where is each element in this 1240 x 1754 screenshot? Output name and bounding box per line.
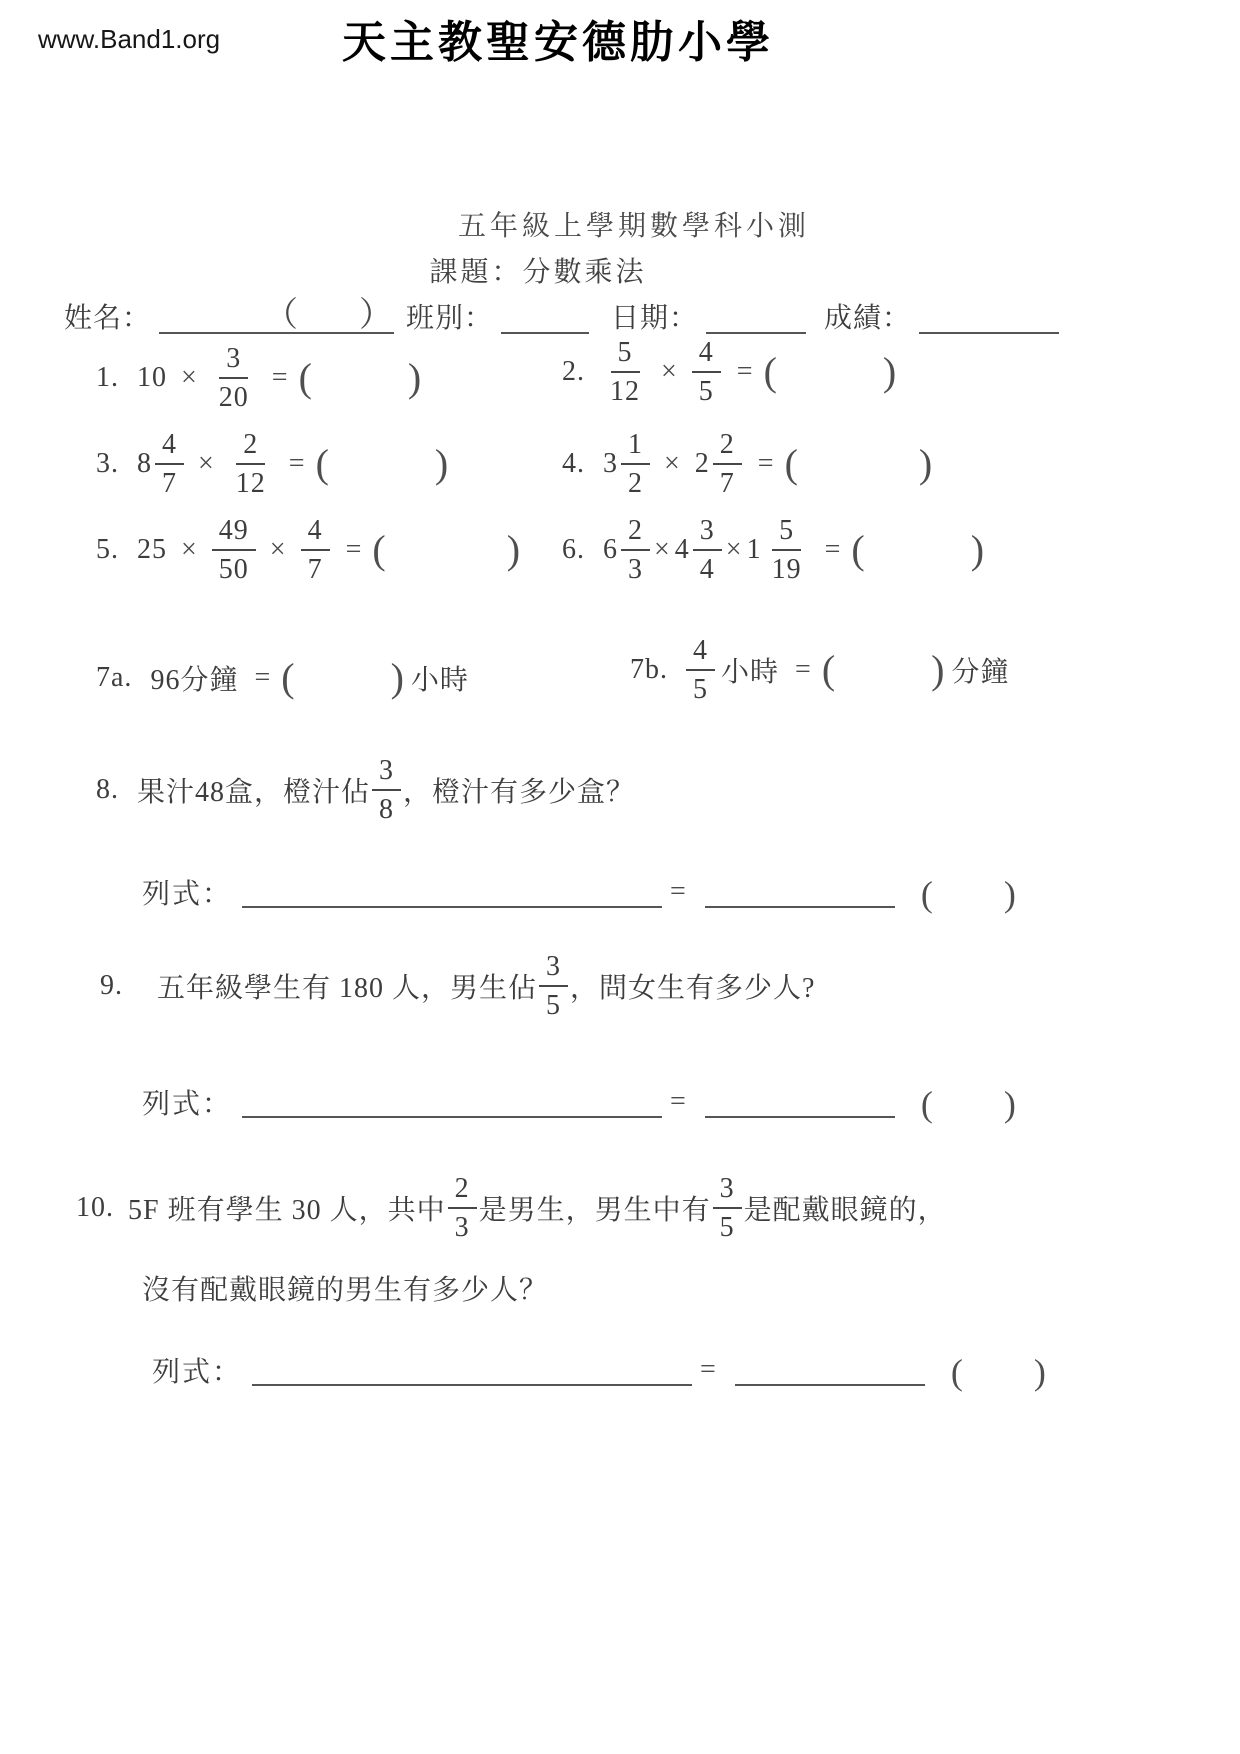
q8-expression-blank xyxy=(242,904,662,908)
q6-mixed-number-2 xyxy=(675,516,722,585)
q1-fraction xyxy=(212,344,256,413)
equals-sign: = xyxy=(700,1354,717,1385)
q8-fraction xyxy=(372,756,401,825)
name-label: 姓名： xyxy=(64,303,152,334)
answer-paren-open: ( xyxy=(372,527,387,573)
q3-mixed-number xyxy=(137,430,184,499)
answer-paren-close: ) xyxy=(931,647,946,693)
answer-paren-open: ( xyxy=(763,349,778,395)
q8-fraction-numerator: 3 xyxy=(372,756,401,791)
q10-text-pre: 5F 班有學生 30 人，共中 xyxy=(128,1195,446,1227)
q10-expression-blank xyxy=(252,1382,692,1386)
q5-fraction-2-numerator: 4 xyxy=(301,516,330,551)
equals-sign: = xyxy=(757,448,775,480)
question-9 xyxy=(100,952,815,1021)
q9-expression-blank xyxy=(242,1114,662,1118)
class-number-paren-open: （ xyxy=(264,297,300,335)
date-label: 日期： xyxy=(611,303,699,334)
question-2-number: 2. xyxy=(562,356,585,388)
q3-fraction-2 xyxy=(229,430,273,499)
question-10-number: 10. xyxy=(76,1192,114,1224)
q9-fraction-denominator: 5 xyxy=(546,990,562,1022)
q6-fraction-1-denominator: 3 xyxy=(628,554,643,586)
multiply-icon: × xyxy=(269,534,287,566)
question-6 xyxy=(562,516,985,585)
student-info-line xyxy=(64,296,1059,336)
q7b-mid-unit: 小時 xyxy=(721,657,780,689)
q4-fraction-2 xyxy=(713,430,742,499)
q6-fraction-2-denominator: 4 xyxy=(699,554,715,586)
unit-paren-close: ) xyxy=(1003,874,1017,914)
q4-whole-1: 3 xyxy=(603,448,618,480)
equals-sign: = xyxy=(670,1086,687,1117)
q9-fraction xyxy=(539,952,568,1021)
question-9-number: 9. xyxy=(100,970,123,1002)
multiply-icon: × xyxy=(181,362,198,394)
q4-fraction-1 xyxy=(621,430,650,499)
question-7b xyxy=(630,636,1009,705)
equals-sign: = xyxy=(795,654,812,686)
question-3 xyxy=(96,430,449,499)
multiply-icon: × xyxy=(664,448,681,480)
question-5-number: 5. xyxy=(96,534,119,566)
answer-paren-open: ( xyxy=(298,355,313,401)
q7b-unit: 分鐘 xyxy=(951,657,1010,689)
q7b-fraction-denominator: 5 xyxy=(693,674,708,706)
question-8 xyxy=(96,756,635,825)
equals-sign: = xyxy=(254,662,272,693)
q4-fraction-2-numerator: 2 xyxy=(713,430,742,465)
name-blank xyxy=(159,296,394,334)
question-5 xyxy=(96,516,521,585)
q10-fraction-2-numerator: 3 xyxy=(713,1174,742,1209)
question-7a xyxy=(96,655,469,700)
listing-label: 列式： xyxy=(152,1357,243,1388)
answer-paren-close: ) xyxy=(970,527,986,573)
q6-whole-1: 6 xyxy=(603,534,618,566)
q7b-fraction xyxy=(686,636,715,705)
q10-fraction-2 xyxy=(713,1174,742,1243)
q9-text-pre: 五年級學生有 180 人，男生佔 xyxy=(157,973,538,1005)
unit-paren-close: ) xyxy=(1003,1084,1017,1124)
q9-result-blank xyxy=(705,1114,895,1118)
unit-paren-open: ( xyxy=(920,1084,934,1124)
multiply-icon: × xyxy=(654,534,671,566)
q5-factor: 25 xyxy=(137,534,167,566)
q10-result-blank xyxy=(735,1382,925,1386)
q9-text-post: ，問女生有多少人? xyxy=(570,973,816,1005)
question-2 xyxy=(562,338,897,407)
q2-fraction-1-denominator: 12 xyxy=(610,376,640,408)
answer-paren-open: ( xyxy=(851,527,866,573)
answer-paren-open: ( xyxy=(315,441,330,487)
q4-mixed-number-2 xyxy=(695,430,742,499)
question-6-number: 6. xyxy=(562,534,585,566)
q8-result-blank xyxy=(705,904,895,908)
q5-fraction-2-denominator: 7 xyxy=(307,554,323,586)
answer-paren-open: ( xyxy=(784,441,799,487)
class-number-paren-close: ） xyxy=(359,297,395,335)
q10-fraction-2-denominator: 5 xyxy=(719,1212,735,1244)
q1-fraction-denominator: 20 xyxy=(218,382,249,414)
quiz-title: 五年級上學期數學科小測 xyxy=(457,211,810,242)
question-4-number: 4. xyxy=(562,448,585,480)
question-10-line2 xyxy=(142,1268,548,1308)
equals-sign: = xyxy=(345,534,363,566)
q8-text-pre: 果汁48盒，橙汁佔 xyxy=(137,777,371,809)
q5-fraction-1-numerator: 49 xyxy=(212,516,256,551)
question-7a-number: 7a. xyxy=(96,662,133,693)
q5-fraction-1-denominator: 50 xyxy=(218,554,249,586)
q9-fraction-numerator: 3 xyxy=(539,952,568,987)
q1-fraction-numerator: 3 xyxy=(219,344,248,379)
q2-fraction-2-numerator: 4 xyxy=(692,338,721,373)
watermark-url: www.Band1.org xyxy=(38,24,221,54)
q6-mixed-number-1 xyxy=(603,516,650,585)
q7a-unit: 小時 xyxy=(410,665,469,696)
answer-paren-close: ) xyxy=(882,349,898,395)
q10-text-mid: 是男生，男生中有 xyxy=(478,1195,711,1227)
q6-whole-3: 1 xyxy=(746,534,762,566)
q6-whole-2: 4 xyxy=(674,534,690,566)
answer-paren-close: ) xyxy=(918,441,934,487)
multiply-icon: × xyxy=(725,534,743,566)
q8-fraction-denominator: 8 xyxy=(379,794,395,826)
q1-factor: 10 xyxy=(137,362,167,394)
answer-paren-close: ) xyxy=(434,441,450,487)
equals-sign: = xyxy=(736,356,754,388)
equals-sign: = xyxy=(670,876,687,907)
q8-answer-line xyxy=(142,872,1017,912)
q2-fraction-2-denominator: 5 xyxy=(698,376,714,408)
listing-label: 列式： xyxy=(142,1089,233,1120)
q6-fraction-3-numerator: 5 xyxy=(772,516,801,551)
multiply-icon: × xyxy=(198,448,215,480)
q6-fraction-2 xyxy=(693,516,722,585)
answer-paren-close: ) xyxy=(407,355,423,401)
q6-fraction-1-numerator: 2 xyxy=(621,516,650,551)
question-7b-number: 7b. xyxy=(630,654,668,686)
question-10 xyxy=(76,1174,947,1243)
q6-fraction-2-numerator: 3 xyxy=(693,516,722,551)
unit-paren-open: ( xyxy=(950,1352,964,1392)
q2-fraction-1 xyxy=(603,338,647,407)
q10-fraction-1-denominator: 3 xyxy=(454,1212,470,1244)
q3-fraction-1 xyxy=(155,430,184,499)
question-3-number: 3. xyxy=(96,448,119,480)
topic-line: 課題：分數乘法 xyxy=(429,257,647,288)
question-4 xyxy=(562,430,933,499)
q3-fraction-2-denominator: 12 xyxy=(235,468,266,500)
q6-fraction-3-denominator: 19 xyxy=(771,554,802,586)
q3-fraction-2-numerator: 2 xyxy=(236,430,265,465)
q7b-fraction-numerator: 4 xyxy=(686,636,715,671)
q2-fraction-1-numerator: 5 xyxy=(611,338,640,373)
answer-paren-open: ( xyxy=(821,647,837,693)
answer-paren-close: ) xyxy=(390,655,405,700)
class-blank xyxy=(501,330,589,334)
date-blank xyxy=(706,330,806,334)
score-label: 成績： xyxy=(824,303,912,334)
equals-sign: = xyxy=(271,362,289,394)
q4-fraction-2-denominator: 7 xyxy=(719,468,735,500)
q5-fraction-2 xyxy=(301,516,330,585)
q4-mixed-number-1 xyxy=(603,430,650,499)
multiply-icon: × xyxy=(181,534,198,566)
q10-answer-line xyxy=(152,1350,1047,1390)
q7a-text: 96分鐘 xyxy=(150,665,239,696)
q5-fraction-1 xyxy=(212,516,256,585)
q10-fraction-1-numerator: 2 xyxy=(448,1174,477,1209)
multiply-icon: × xyxy=(661,356,678,388)
q4-fraction-1-denominator: 2 xyxy=(628,468,643,500)
q2-fraction-2 xyxy=(692,338,721,407)
q3-whole: 8 xyxy=(137,448,152,480)
score-blank xyxy=(919,330,1059,334)
q3-fraction-1-numerator: 4 xyxy=(155,430,184,465)
question-8-number: 8. xyxy=(96,774,119,806)
listing-label: 列式： xyxy=(142,879,233,910)
class-label: 班別： xyxy=(406,303,494,334)
q6-fraction-3 xyxy=(765,516,809,585)
unit-paren-open: ( xyxy=(920,874,934,914)
q4-whole-2: 2 xyxy=(694,448,710,480)
answer-paren-close: ) xyxy=(506,527,522,573)
q4-fraction-1-numerator: 1 xyxy=(621,430,650,465)
q3-fraction-1-denominator: 7 xyxy=(162,468,177,500)
school-title: 天主教聖安德肋小學 xyxy=(342,18,774,67)
answer-paren-open: ( xyxy=(281,655,296,700)
q6-fraction-1 xyxy=(621,516,650,585)
q10-fraction-1 xyxy=(448,1174,477,1243)
question-1-number: 1. xyxy=(96,362,119,394)
equals-sign: = xyxy=(824,534,842,566)
unit-paren-close: ) xyxy=(1033,1352,1047,1392)
q10-text-post: 是配戴眼鏡的， xyxy=(743,1195,947,1227)
question-1 xyxy=(96,344,422,413)
q10-text-line2: 沒有配戴眼鏡的男生有多少人？ xyxy=(142,1275,549,1306)
q8-text-post: ，橙汁有多少盒？ xyxy=(403,777,636,809)
q6-mixed-number-3 xyxy=(747,516,809,585)
equals-sign: = xyxy=(288,448,306,480)
q9-answer-line xyxy=(142,1082,1017,1122)
